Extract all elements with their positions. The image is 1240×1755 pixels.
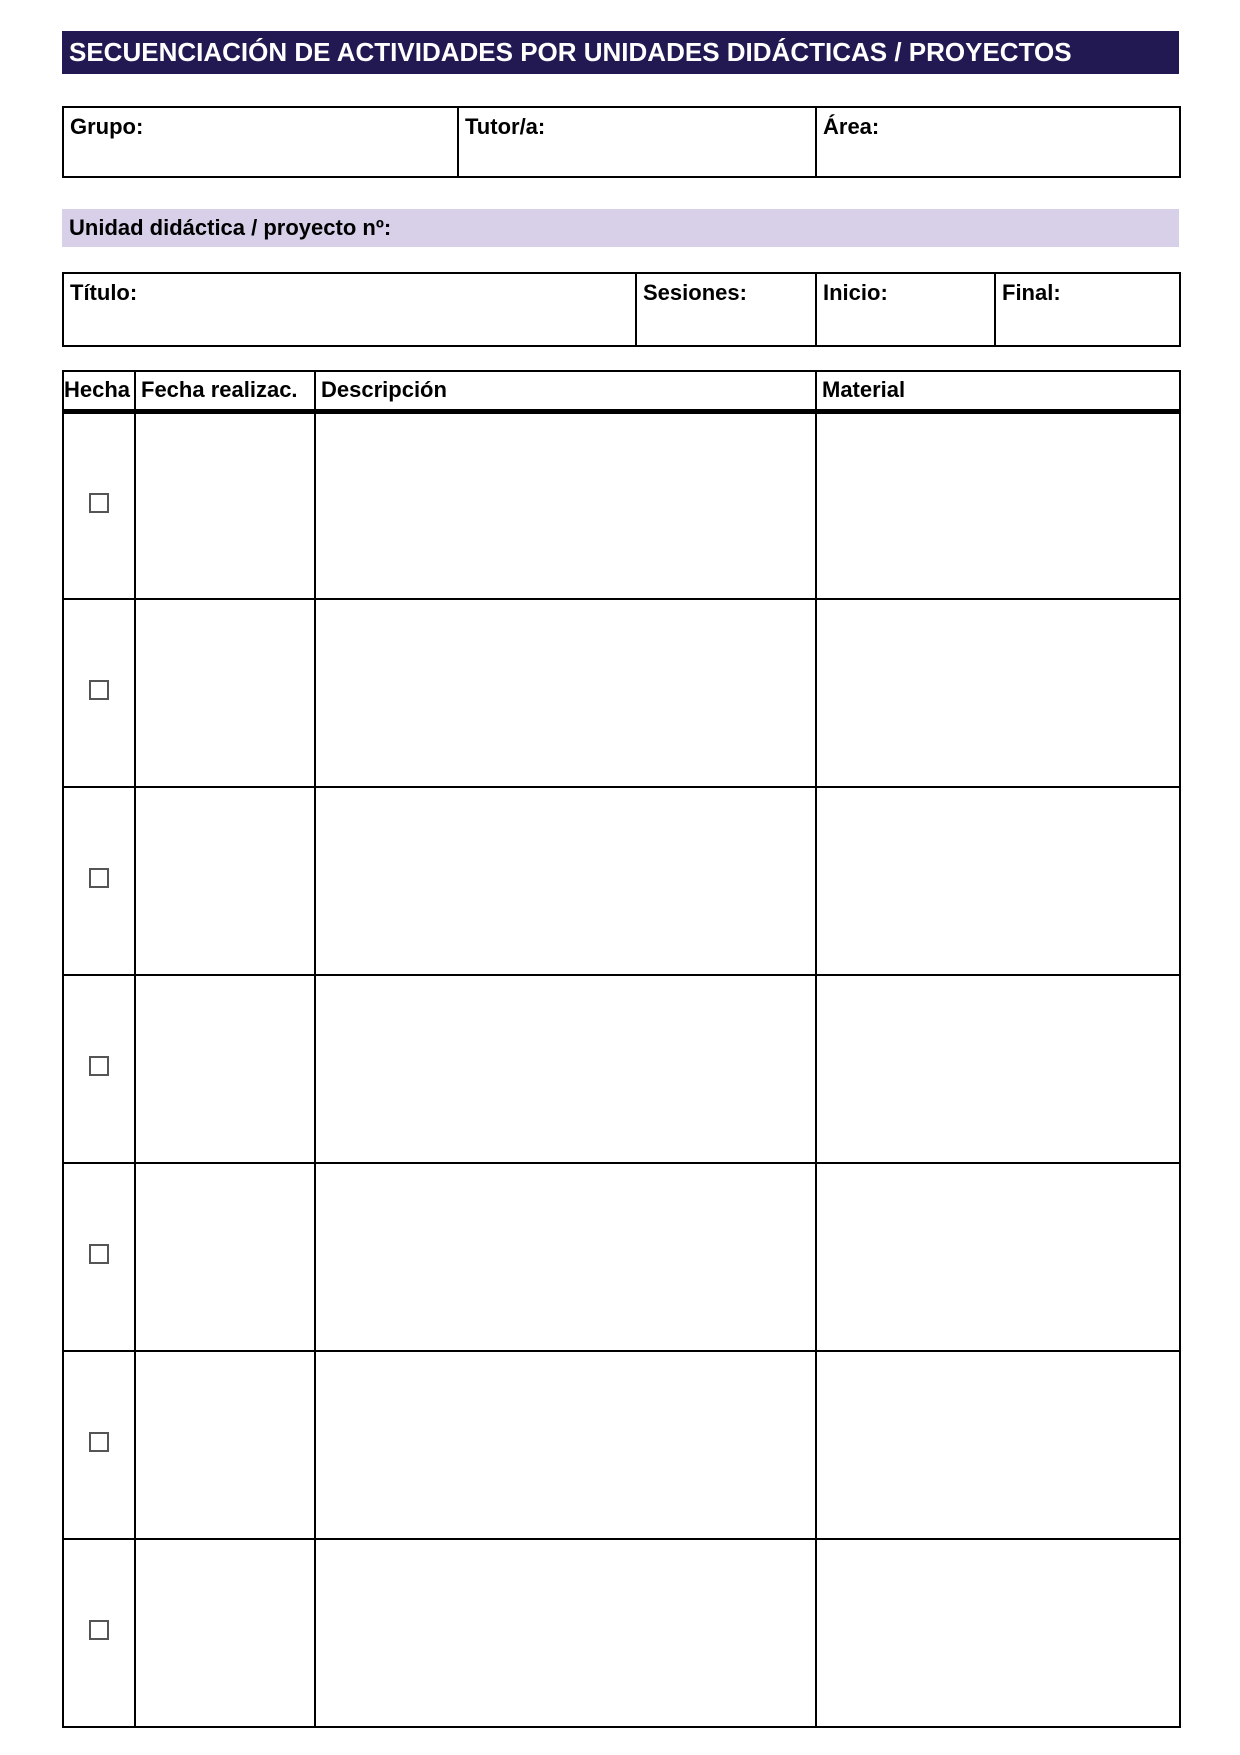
tutor-field[interactable] (458, 107, 816, 177)
description-cell[interactable] (315, 975, 816, 1163)
material-cell[interactable] (816, 1539, 1180, 1727)
title-field[interactable] (63, 273, 636, 346)
table-row (63, 599, 1180, 787)
info-table (62, 106, 1181, 178)
done-checkbox[interactable] (89, 1620, 109, 1640)
column-header-done: Hecha (63, 371, 135, 411)
end-label: Final: (1002, 280, 1061, 305)
done-cell (63, 787, 135, 975)
date-cell[interactable] (135, 975, 315, 1163)
done-checkbox[interactable] (89, 1432, 109, 1452)
group-label: Grupo: (70, 114, 144, 139)
page-title: SECUENCIACIÓN DE ACTIVIDADES POR UNIDADES DIDÁCTICAS / PROYECTOS (62, 31, 1179, 74)
date-cell[interactable] (135, 1539, 315, 1727)
area-label: Área: (823, 114, 880, 139)
title-label: Título: (70, 280, 138, 305)
done-checkbox[interactable] (89, 1244, 109, 1264)
table-row (63, 975, 1180, 1163)
done-cell (63, 599, 135, 787)
description-cell[interactable] (315, 1351, 816, 1539)
material-cell[interactable] (816, 975, 1180, 1163)
table-row (63, 1539, 1180, 1727)
group-field[interactable] (63, 107, 458, 177)
area-field[interactable] (816, 107, 1180, 177)
done-cell (63, 1539, 135, 1727)
material-cell[interactable] (816, 1163, 1180, 1351)
start-field[interactable] (816, 273, 995, 346)
material-cell[interactable] (816, 787, 1180, 975)
unit-number-field[interactable]: Unidad didáctica / proyecto nº: (62, 209, 1179, 247)
date-cell[interactable] (135, 411, 315, 599)
done-checkbox[interactable] (89, 868, 109, 888)
table-row (63, 787, 1180, 975)
column-header-date: Fecha realizac. (135, 371, 315, 411)
done-checkbox[interactable] (89, 1056, 109, 1076)
activities-header-row (63, 371, 1180, 411)
material-cell[interactable] (816, 411, 1180, 599)
start-label: Inicio: (823, 280, 888, 305)
done-cell (63, 1163, 135, 1351)
sessions-label: Sesiones: (643, 280, 747, 305)
date-cell[interactable] (135, 599, 315, 787)
done-cell (63, 411, 135, 599)
date-cell[interactable] (135, 1163, 315, 1351)
date-cell[interactable] (135, 787, 315, 975)
description-cell[interactable] (315, 787, 816, 975)
description-cell[interactable] (315, 411, 816, 599)
description-cell[interactable] (315, 1539, 816, 1727)
material-cell[interactable] (816, 1351, 1180, 1539)
table-row (63, 1163, 1180, 1351)
done-cell (63, 975, 135, 1163)
done-checkbox[interactable] (89, 680, 109, 700)
description-cell[interactable] (315, 1163, 816, 1351)
tutor-label: Tutor/a: (465, 114, 546, 139)
table-row (63, 1351, 1180, 1539)
description-cell[interactable] (315, 599, 816, 787)
material-cell[interactable] (816, 599, 1180, 787)
activities-table (62, 370, 1181, 1728)
done-checkbox[interactable] (89, 493, 109, 513)
unit-details-table (62, 272, 1181, 347)
table-row (63, 411, 1180, 599)
date-cell[interactable] (135, 1351, 315, 1539)
end-field[interactable] (995, 273, 1180, 346)
sessions-field[interactable] (636, 273, 816, 346)
done-cell (63, 1351, 135, 1539)
column-header-description: Descripción (315, 371, 816, 411)
column-header-material: Material (816, 371, 1180, 411)
